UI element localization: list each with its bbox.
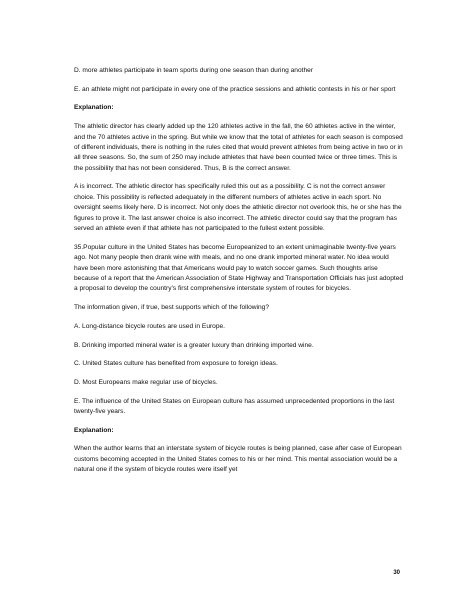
answer-choice-e-2: E. The influence of the United States on European culture has assumed unprecedented proportions in the last twenty-five years. bbox=[74, 397, 395, 416]
page-number: 30 bbox=[393, 570, 400, 576]
explanation-heading: Explanation: bbox=[74, 104, 114, 112]
question-35-passage: 35.Popular culture in the United States has become Europeanized to an extent unimaginable twenty-five years ago. Not many people then drank wine with meals, and no one drank imported mineral water. No idea would have been more astonishing that that Americans would pay to watch soccer games. Such thoughts arise because of a report that the American Association of State Highway and Transportation Officials has just adopted a proposal to develop the country’s first comprehensive interstate system of routes for bicycles. bbox=[74, 243, 404, 293]
explanation-paragraph-2: When the author learns that an interstate system of bicycle routes is being planned, case after case of European customs becoming accepted in the United States comes to his or her mind. This mental association would be a natural one if the system of bicycle routes were itself yet bbox=[74, 445, 402, 474]
answer-choice-a: A. Long-distance bicycle routes are used in Europe. bbox=[74, 322, 226, 330]
incorrect-options-paragraph: A is incorrect. The athletic director has specifically ruled this out as a possibility. C is not the correct answer choice. This possibility is reflected adequately in the different numbers of athletes active in each sport. No oversight seems likely here. D is incorrect. Not only does the athletic director not overlook this, he or she has the figures to prove it. The last answer choice is also incorrect. The athletic director could say that the program has served an athlete even if that athlete has not participated to the fullest extent possible. bbox=[74, 183, 402, 233]
answer-choice-c: C. United States culture has benefited from exposure to foreign ideas. bbox=[74, 360, 278, 368]
answer-choice-d-2: D. Most Europeans make regular use of bicycles. bbox=[74, 378, 218, 386]
explanation-paragraph: The athletic director has clearly added up the 120 athletes active in the fall, the 60 athletes active in the winter, and the 70 athletes active in the spring. But while we know that the total of athletes for each season is composed of different individuals, there is nothing in the rules cited that would prevent athletes from being active in two or in all three seasons. So, the sum of 250 may include athletes that have been counted twice or three times. This is the possibility that has not been considered. Thus, B is the correct answer. bbox=[74, 123, 403, 172]
answer-choice-b: B. Drinking imported mineral water is a greater luxury than drinking imported wine. bbox=[74, 341, 314, 349]
answer-choice-e: E. an athlete might not participate in every one of the practice sessions and athletic contests in his or her sport bbox=[74, 85, 396, 93]
document-body bbox=[74, 66, 404, 484]
explanation-heading-2: Explanation: bbox=[74, 426, 114, 434]
answer-choice-d: D. more athletes participate in team sports during one season than during another bbox=[74, 67, 313, 74]
question-prompt: The information given, if true, best supports which of the following? bbox=[74, 304, 269, 312]
